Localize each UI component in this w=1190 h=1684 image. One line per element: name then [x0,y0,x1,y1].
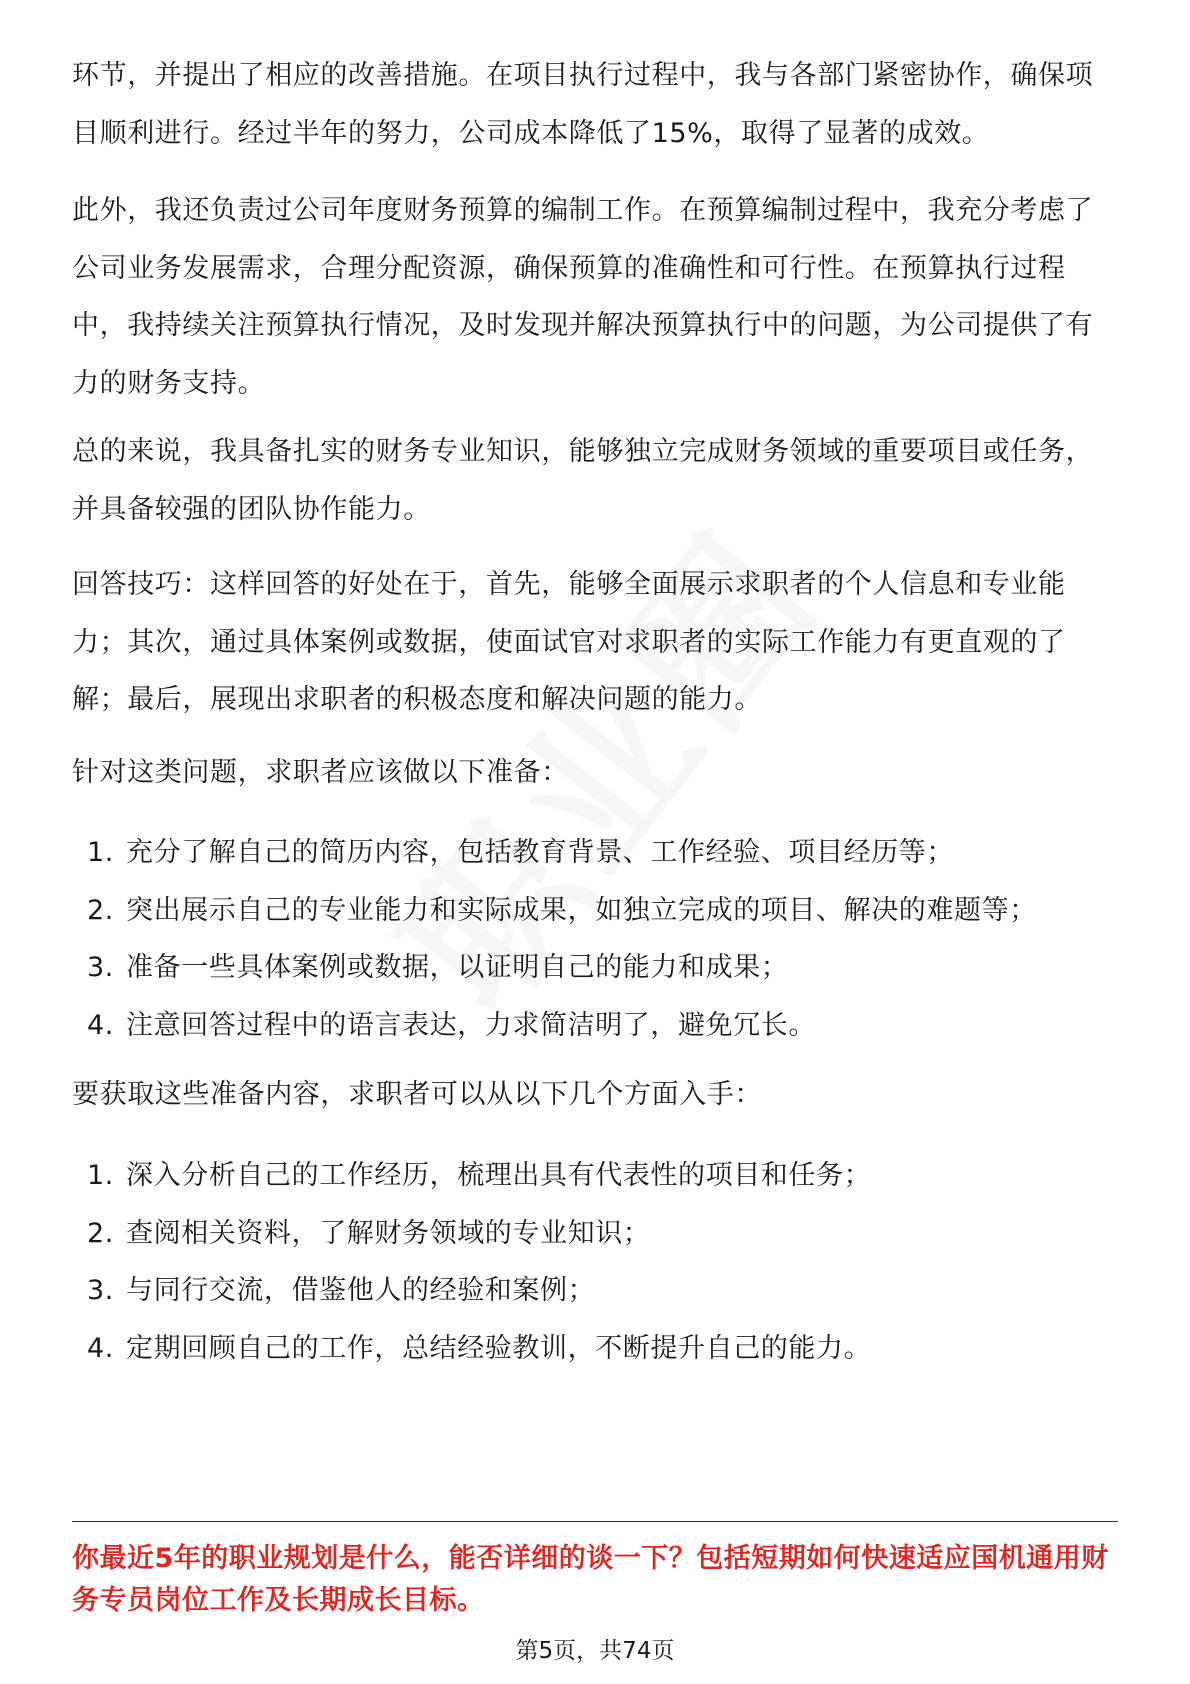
list-text: 注意回答过程中的语言表达，力求简洁明了，避免冗长。 [126,1009,816,1041]
list-text: 突出展示自己的专业能力和实际成果，如独立完成的项目、解决的难题等； [126,894,1037,926]
list-text: 查阅相关资料，了解财务领域的专业知识； [126,1217,651,1249]
preparation-list [72,824,1118,1054]
list-item [72,1262,1118,1320]
paragraph-2: 此外，我还负责过公司年度财务预算的编制工作。在预算编制过程中，我充分考虑了公司业务发展需求，合理分配资源，确保预算的准确性和可行性。在预算执行过程中，我持续关注预算执行情况，及时发现并解决预算执行中的问题，为公司提供了有力的财务支持。 [72,195,1094,399]
list-number: 4. [87,1332,114,1364]
paragraph-3: 总的来说，我具备扎实的财务专业知识，能够独立完成财务领域的重要项目或任务，并具备较强的团队协作能力。 [72,436,1094,525]
list-item [72,939,1118,997]
list-item [72,882,1118,940]
paragraph-6: 要获取这些准备内容，求职者可以从以下几个方面入手： [72,1079,762,1110]
list-number: 1. [87,837,114,868]
list-item [72,1147,1118,1205]
page-number: 第5页，共74页 [515,1638,675,1664]
list-text: 与同行交流，借鉴他人的经验和案例； [126,1275,596,1306]
paragraph-4: 回答技巧：这样回答的好处在于，首先，能够全面展示求职者的个人信息和专业能力；其次，通过具体案例或数据，使面试官对求职者的实际工作能力有更直观的了解；最后，展现出求职者的积极态度和解决问题的能力。 [72,569,1066,715]
list-text: 深入分析自己的工作经历，梳理出具有代表性的项目和任务； [126,1160,872,1191]
sources-list [72,1147,1118,1377]
list-number: 1. [87,1160,114,1191]
list-text: 充分了解自己的简历内容，包括教育背景、工作经验、项目经历等； [126,837,954,868]
list-item [72,1320,1118,1378]
list-item [72,824,1118,882]
list-number: 2. [87,1217,114,1249]
section-divider [72,1521,1118,1522]
document-page [72,0,1118,1684]
list-number: 3. [87,1275,114,1306]
list-number: 4. [87,1009,114,1041]
paragraph-1: 环节，并提出了相应的改善措施。在项目执行过程中，我与各部门紧密协作，确保项目顺利进行。经过半年的努力，公司成本降低了15%，取得了显著的成效。 [72,60,1094,149]
interview-question: 你最近5年的职业规划是什么，能否详细的谈一下？包括短期如何快速适应国机通用财务专员岗位工作及长期成长目标。 [72,1543,1109,1616]
list-number: 2. [87,894,114,926]
list-item [72,997,1118,1055]
paragraph-5: 针对这类问题，求职者应该做以下准备： [72,757,569,788]
list-text: 准备一些具体案例或数据，以证明自己的能力和成果； [126,952,789,983]
list-text: 定期回顾自己的工作，总结经验教训，不断提升自己的能力。 [126,1332,872,1364]
list-item [72,1205,1118,1263]
list-number: 3. [87,952,114,983]
